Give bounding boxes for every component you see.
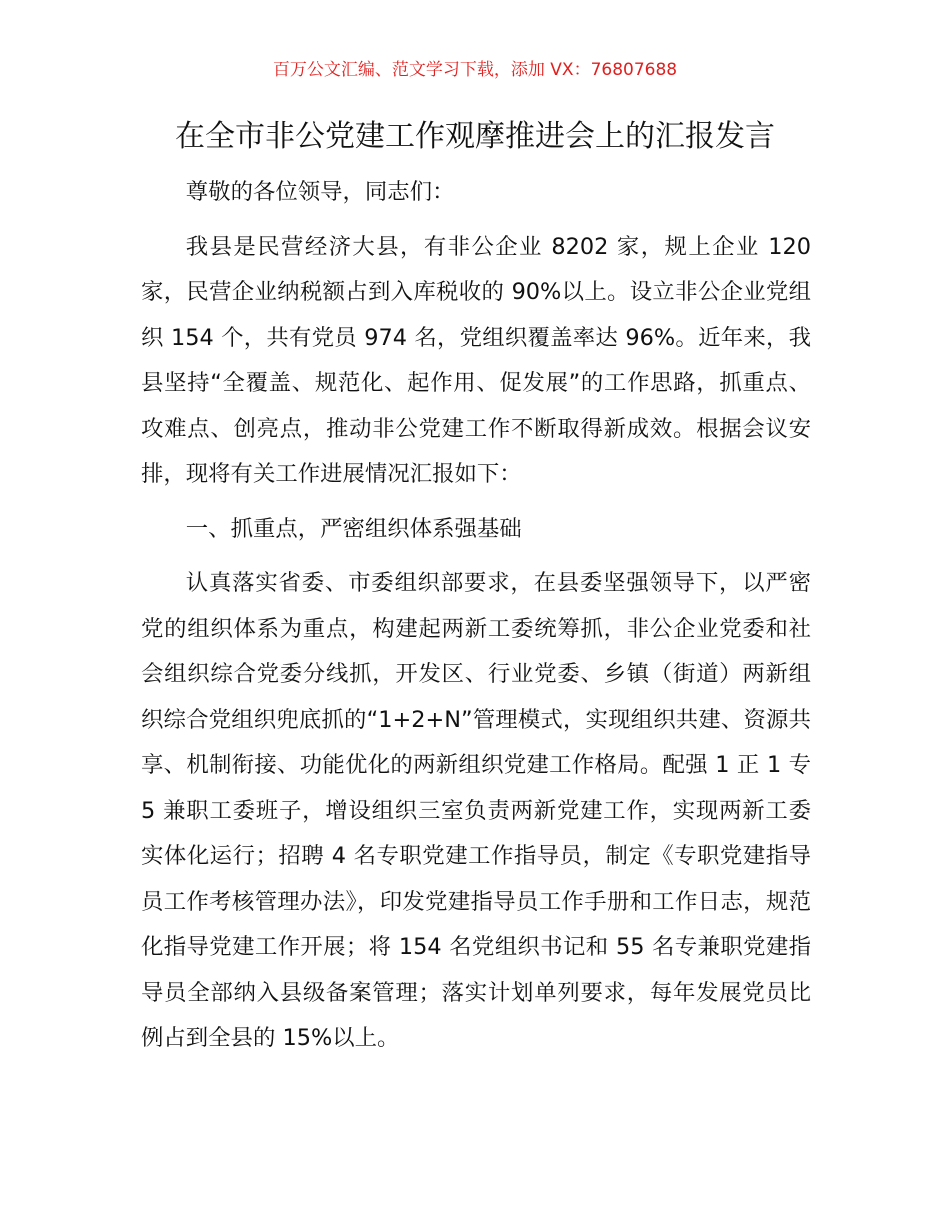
- paragraph-intro: 我县是民营经济大县，有非公企业 8202 家，规上企业 120 家，民营企业纳税额占到入库税收的 90%以上。设立非公企业党组织 154 个，共有党员 974 名，党组织覆盖率达 96%。近年来，我县坚持“全覆盖、规范化、起作用、促发展”的工作思路，抓重点、攻难点、创亮点，推动非公党建工作不断取得新成效。根据会议安排，现将有关工作进展情况汇报如下：: [141, 233, 811, 487]
- paragraph-section-1: 认真落实省委、市委组织部要求，在县委坚强领导下，以严密党的组织体系为重点，构建起两新工委统筹抓，非公企业党委和社会组织综合党委分线抓，开发区、行业党委、乡镇（街道）两新组织综合党组织兜底抓的“1+2+N”管理模式，实现组织共建、资源共享、机制衔接、功能优化的两新组织党建工作格局。配强 1 正 1 专 5 兼职工委班子，增设组织三室负责两新党建工作，实现两新工委实体化运行；招聘 4 名专职党建工作指导员，制定《专职党建指导员工作考核管理办法》，印发党建指导员工作手册和工作日志，规范化指导党建工作开展；将 154 名党组织书记和 55 名专兼职党建指导员全部纳入县级备案管理；落实计划单列要求，每年发展党员比例占到全县的 15%以上。: [141, 570, 811, 1051]
- section-heading-1: 一、抓重点，严密组织体系强基础: [185, 515, 522, 542]
- document-body: [141, 170, 811, 1071]
- salutation: 尊敬的各位领导，同志们：: [185, 179, 455, 205]
- header-banner: 百万公文汇编、范文学习下载，添加 VX：76807688: [272, 60, 678, 80]
- document-title: 在全市非公党建工作观摩推进会上的汇报发言: [175, 119, 775, 154]
